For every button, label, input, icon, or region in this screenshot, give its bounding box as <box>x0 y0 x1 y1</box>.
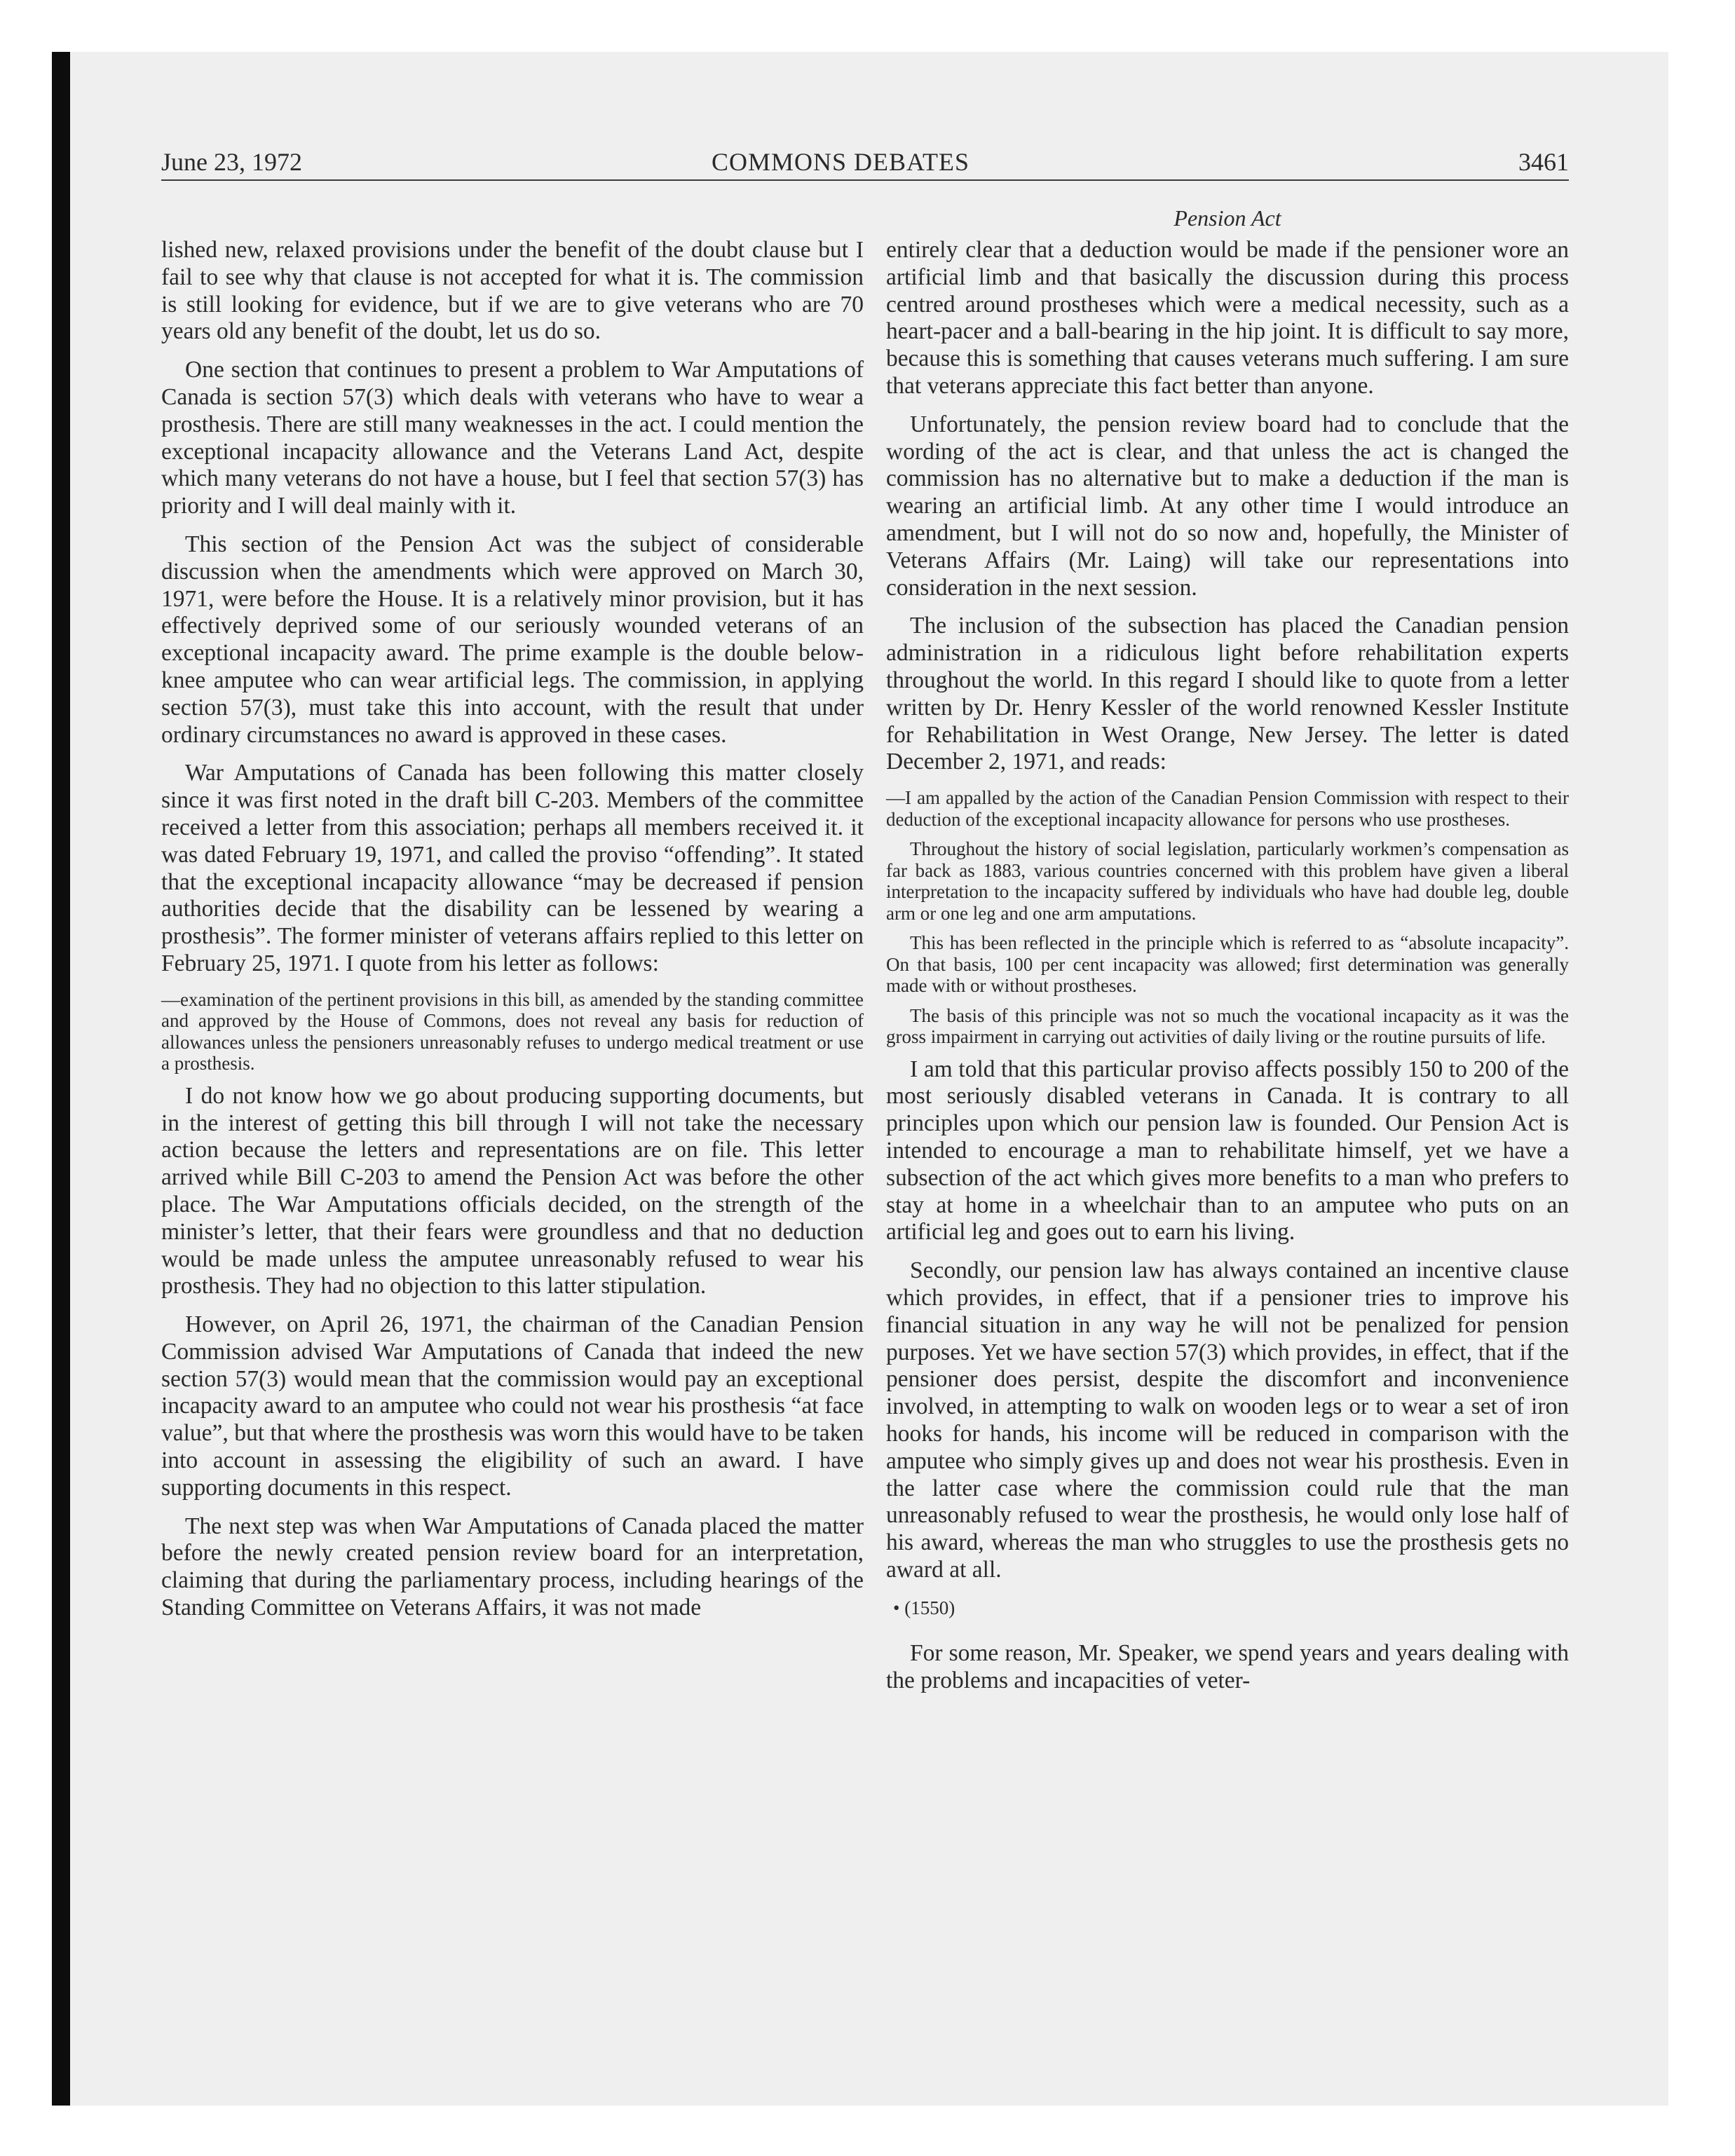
block-quote: The basis of this principle was not so much the vocational incapacity as it was the gross impairment in carrying out activities of daily living or the routine pursuits of life. <box>886 1004 1569 1048</box>
header-rule <box>161 179 1569 181</box>
header-date: June 23, 1972 <box>161 148 302 176</box>
paragraph: War Amputations of Canada has been following this matter closely since it was first noted in the draft bill C-203. Members of the committee received a letter from this association; perhaps all members received it. it was dated February 19, 1971, and called the proviso “offending”. It stated that the exceptional incapacity allowance “may be decreased if pension authorities decide that the disability can be lessened by wearing a prosthesis”. The former minister of veterans affairs replied to this letter on February 25, 1971. I quote from his letter as follows: <box>161 760 864 976</box>
paragraph: The inclusion of the subsection has placed the Canadian pension administration in a ridiculous light before rehabilitation experts throughout the world. In this regard I should like to quote from a letter written by Dr. Henry Kessler of the world renowned Kessler Institute for Rehabilitation in West Orange, New Jersey. The letter is dated December 2, 1971, and reads: <box>886 613 1569 775</box>
paragraph: lished new, relaxed provisions under the benefit of the doubt clause but I fail to see why that clause is not accepted for what it is. The commission is still looking for evidence, but if we are to give veterans who are 70 years old any benefit of the doubt, let us do so. <box>161 237 864 345</box>
paragraph: Unfortunately, the pension review board had to conclude that the wording of the act is clear, and that unless the act is changed the commission has no alternative but to make a deduction if the man is wearing an artificial limb. At any other time I would introduce an amendment, but I will not do so now and, hopefully, the Minister of Veterans Affairs (Mr. Laing) will take our representations into consideration in the next session. <box>886 411 1569 601</box>
paragraph: entirely clear that a deduction would be made if the pensioner wore an artificial limb and that basically the discussion during this process centred around prostheses which were a medical necessity, such as a heart-pacer and a ball-bearing in the hip joint. It is difficult to say more, because this is something that causes veterans much suffering. I am sure that veterans appreciate this fact better than anyone. <box>886 237 1569 399</box>
block-quote: —examination of the pertinent provisions in this bill, as amended by the standing committee and approved by the House of Commons, does not reveal any basis for reduction of allowances unless the pensioners unreasonably refuses to undergo medical treatment or use a prosthesis. <box>161 988 864 1074</box>
paragraph: I am told that this particular proviso affects possibly 150 to 200 of the most seriously disabled veterans in Canada. It is contrary to all principles upon which our pension law is founded. Our Pension Act is intended to encourage a man to rehabilitate himself, yet we have a subsection of the act which gives more benefits to a man who prefers to stay at home in a wheelchair than to an amputee who puts on an artificial leg and goes out to earn his living. <box>886 1056 1569 1246</box>
paragraph: The next step was when War Amputations of Canada placed the matter before the newly created pension review board for an interpretation, claiming that during the parliamentary process, including hearings of the Standing Committee on Veterans Affairs, it was not made <box>161 1513 864 1621</box>
block-quote: This has been reflected in the principle which is referred to as “absolute incapacity”. On that basis, 100 per cent incapacity was allowed; first determination was generally made with or without prostheses. <box>886 932 1569 997</box>
paragraph: Secondly, our pension law has always contained an incentive clause which provides, in effect, that if a pensioner tries to improve his financial situation in any way he will not be penalized for pension purposes. Yet we have section 57(3) which provides, in effect, that if the pensioner does persist, despite the discomfort and inconvenience involved, in attempting to walk on wooden legs or to wear a set of iron hooks for hands, his income will be reduced in comparison with the amputee who simply gives up and does not wear his prosthesis. Even in the latter case where the commission could rule that the man unreasonably refused to wear the prosthesis, he would only lose half of his award, whereas the man who struggles to use the prosthesis gets no award at all. <box>886 1257 1569 1583</box>
paragraph: I do not know how we go about producing supporting documents, but in the interest of getting this bill through I will not take the necessary action because the letters and representations are on file. This letter arrived while Bill C-203 to amend the Pension Act was before the other place. The War Amputations officials decided, on the strength of the minister’s letter, that their fears were groundless and that no deduction would be made unless the amputee unreasonably refused to wear his prosthesis. They had no objection to this latter stipulation. <box>161 1082 864 1299</box>
left-column <box>161 237 864 1633</box>
paragraph: This section of the Pension Act was the subject of considerable discussion when the amendments which were approved on March 30, 1971, were before the House. It is a relatively minor provision, but it has effectively deprived some of our seriously wounded veterans of an exceptional incapacity award. The prime example is the double below-knee amputee who can wear artificial legs. The commission, in applying section 57(3), must take this into account, with the result that under ordinary circumstances no award is approved in these cases. <box>161 531 864 748</box>
page-number: 3461 <box>1518 148 1569 176</box>
running-head: Pension Act <box>1173 205 1281 231</box>
block-quote: —I am appalled by the action of the Canadian Pension Commission with respect to their deduction of the exceptional incapacity allowance for persons who use prostheses. <box>886 787 1569 830</box>
header-title: COMMONS DEBATES <box>712 148 970 176</box>
time-marker: • (1550) <box>893 1597 955 1618</box>
paragraph: However, on April 26, 1971, the chairman of the Canadian Pension Commission advised War Amputations of Canada that indeed the new section 57(3) would mean that the commission would pay an exceptional incapacity award to an amputee who could not wear his prosthesis “at face value”, but that where the prosthesis was worn this would have to be taken into account in assessing the eligibility of such an award. I have supporting documents in this respect. <box>161 1311 864 1501</box>
block-quote: Throughout the history of social legislation, particularly workmen’s compensation as far back as 1883, various countries concerned with this problem have given a liberal interpretation to the incapacity suffered by individuals who have had double leg, double arm or one leg and one arm amputations. <box>886 838 1569 924</box>
scan-edge <box>52 52 70 2106</box>
paragraph: One section that continues to present a problem to War Amputations of Canada is section 57(3) which deals with veterans who have to wear a prosthesis. There are still many weaknesses in the act. I could mention the exceptional incapacity allowance and the Veterans Land Act, despite which many veterans do not have a house, but I feel that section 57(3) has priority and I will deal mainly with it. <box>161 357 864 519</box>
paragraph: For some reason, Mr. Speaker, we spend years and years dealing with the problems and incapacities of veter- <box>886 1639 1569 1693</box>
right-column <box>886 237 1569 1705</box>
